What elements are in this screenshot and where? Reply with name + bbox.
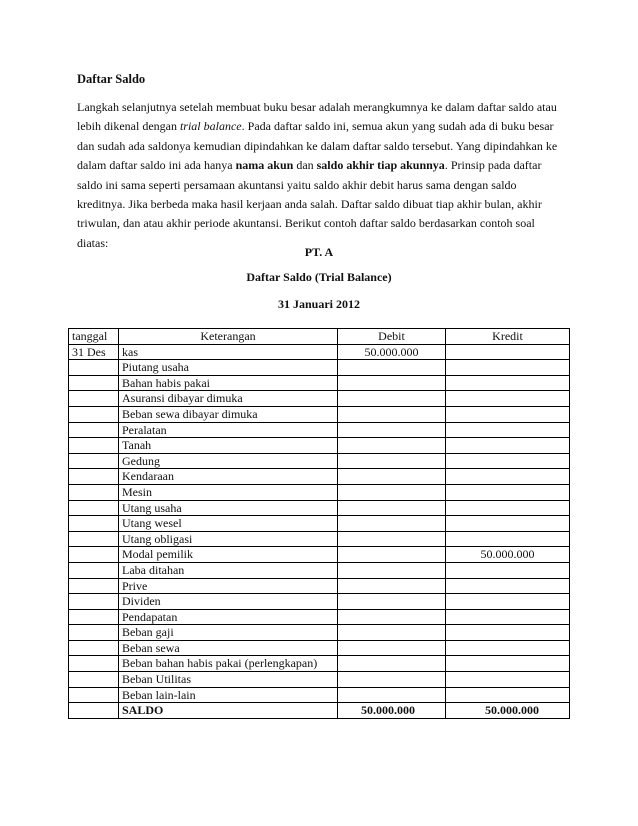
row-credit-cell [446, 453, 570, 469]
total-debit: 50.000.000 [338, 703, 446, 719]
row-description-cell: kas [119, 344, 338, 360]
row-date-cell [69, 640, 119, 656]
row-date-cell [69, 406, 119, 422]
row-description-cell: Dividen [119, 594, 338, 610]
report-title: Daftar Saldo (Trial Balance) [246, 270, 392, 284]
row-date-cell [69, 453, 119, 469]
row-credit-cell [446, 344, 570, 360]
row-description-cell: Utang wesel [119, 516, 338, 532]
paragraph-text-1: Langkah selanjutnya setelah membuat buku besar adalah merangkumnya ke dalam daftar saldo atau lebih dikenal dengan [77, 100, 557, 134]
table-row [69, 344, 570, 360]
paragraph-bold-term-2: saldo akhir tiap akunnya [316, 158, 445, 173]
row-date-cell [69, 438, 119, 454]
row-debit-cell [338, 500, 446, 516]
table-row [69, 687, 570, 703]
row-description-cell: Kendaraan [119, 469, 338, 485]
table-row [69, 406, 570, 422]
row-date-cell [69, 391, 119, 407]
row-credit-cell [446, 687, 570, 703]
row-description-cell: Beban lain-lain [119, 687, 338, 703]
total-row [69, 703, 570, 719]
row-credit-cell [446, 438, 570, 454]
row-debit-cell [338, 594, 446, 610]
row-description-cell: Peralatan [119, 422, 338, 438]
row-debit-cell [338, 453, 446, 469]
row-date-cell [69, 484, 119, 500]
row-credit-cell [446, 469, 570, 485]
table-row [69, 516, 570, 532]
row-debit-cell [338, 640, 446, 656]
row-debit-cell [338, 562, 446, 578]
row-credit-cell: 50.000.000 [446, 547, 570, 563]
paragraph-text-4: . Prinsip pada daftar saldo ini sama seperti persamaan akuntansi yaitu saldo akhir debit harus sama dengan saldo kreditnya. Jika berbeda maka hasil kerjaan anda salah. Daftar saldo dibuat tiap akhir bulan, akhir triwulan, dan atau akhir periode akuntansi. Berikut contoh daftar saldo berdasarkan contoh soal diatas: [77, 158, 542, 250]
row-date-cell [69, 609, 119, 625]
row-credit-cell [446, 391, 570, 407]
row-date-cell [69, 469, 119, 485]
total-date-cell [69, 703, 119, 719]
row-description-cell: Beban Utilitas [119, 672, 338, 688]
total-credit: 50.000.000 [446, 703, 570, 719]
row-description-cell: Utang usaha [119, 500, 338, 516]
row-credit-cell [446, 625, 570, 641]
table-row [69, 438, 570, 454]
row-description-cell: Gedung [119, 453, 338, 469]
table-row [69, 422, 570, 438]
row-debit-cell [338, 484, 446, 500]
header-date: tanggal [69, 329, 119, 345]
row-credit-cell [446, 516, 570, 532]
row-debit-cell [338, 375, 446, 391]
paragraph-italic-term: trial balance [179, 119, 242, 134]
row-debit-cell [338, 578, 446, 594]
table-row [69, 578, 570, 594]
table-row [69, 531, 570, 547]
row-debit-cell [338, 609, 446, 625]
table-row [69, 672, 570, 688]
row-credit-cell [446, 375, 570, 391]
row-description-cell: Beban gaji [119, 625, 338, 641]
row-credit-cell [446, 594, 570, 610]
row-date-cell [69, 375, 119, 391]
row-credit-cell [446, 562, 570, 578]
row-date-cell [69, 656, 119, 672]
row-debit-cell [338, 531, 446, 547]
table-row [69, 656, 570, 672]
table-row [69, 625, 570, 641]
row-date-cell [69, 360, 119, 376]
row-credit-cell [446, 640, 570, 656]
row-date-cell [69, 672, 119, 688]
row-description-cell: Tanah [119, 438, 338, 454]
row-debit-cell [338, 516, 446, 532]
row-debit-cell [338, 656, 446, 672]
row-description-cell: Beban bahan habis pakai (perlengkapan) [119, 656, 338, 672]
table-row [69, 375, 570, 391]
row-debit-cell [338, 438, 446, 454]
header-credit: Kredit [446, 329, 570, 345]
table-row [69, 609, 570, 625]
row-date-cell [69, 547, 119, 563]
table-row [69, 500, 570, 516]
row-date-cell [69, 516, 119, 532]
row-credit-cell [446, 422, 570, 438]
table-header-row [69, 329, 570, 345]
row-description-cell: Laba ditahan [119, 562, 338, 578]
section-heading: Daftar Saldo [77, 72, 146, 86]
row-date-cell [69, 500, 119, 516]
row-credit-cell [446, 656, 570, 672]
row-debit-cell [338, 672, 446, 688]
row-debit-cell: 50.000.000 [338, 344, 446, 360]
header-description: Keterangan [119, 329, 338, 345]
row-description-cell: Utang obligasi [119, 531, 338, 547]
row-description-cell: Modal pemilik [119, 547, 338, 563]
table-row [69, 562, 570, 578]
table-row [69, 391, 570, 407]
row-date-cell [69, 562, 119, 578]
table-row [69, 469, 570, 485]
header-debit: Debit [338, 329, 446, 345]
row-credit-cell [446, 672, 570, 688]
row-description-cell: Prive [119, 578, 338, 594]
row-credit-cell [446, 609, 570, 625]
row-credit-cell [446, 360, 570, 376]
row-description-cell: Asuransi dibayar dimuka [119, 391, 338, 407]
row-debit-cell [338, 406, 446, 422]
table-row [69, 594, 570, 610]
row-credit-cell [446, 531, 570, 547]
row-debit-cell [338, 687, 446, 703]
table-row [69, 484, 570, 500]
row-date-cell [69, 531, 119, 547]
paragraph-bold-term-1: nama akun [235, 158, 294, 173]
paragraph-text-2: . Pada daftar saldo ini, semua akun yang sudah ada di buku besar dan sudah ada saldonya kemudian dipindahkan ke dalam daftar saldo tersebut. Yang dipindahkan ke dalam daftar saldo ini ada hanya [77, 119, 558, 173]
row-description-cell: Mesin [119, 484, 338, 500]
row-date-cell [69, 578, 119, 594]
row-debit-cell [338, 625, 446, 641]
total-label: SALDO [119, 703, 338, 719]
table-row [69, 453, 570, 469]
row-debit-cell [338, 547, 446, 563]
row-description-cell: Pendapatan [119, 609, 338, 625]
row-debit-cell [338, 360, 446, 376]
row-description-cell: Bahan habis pakai [119, 375, 338, 391]
table-body [69, 344, 570, 703]
trial-balance-table [68, 328, 570, 719]
intro-paragraph [77, 98, 567, 253]
row-date-cell: 31 Des [69, 344, 119, 360]
paragraph-text-3: dan [293, 158, 317, 173]
table-row [69, 547, 570, 563]
row-description-cell: Beban sewa dibayar dimuka [119, 406, 338, 422]
row-credit-cell [446, 578, 570, 594]
row-debit-cell [338, 422, 446, 438]
row-date-cell [69, 422, 119, 438]
row-credit-cell [446, 484, 570, 500]
company-name: PT. A [304, 245, 334, 259]
row-description-cell: Piutang usaha [119, 360, 338, 376]
table-row [69, 640, 570, 656]
row-debit-cell [338, 391, 446, 407]
row-credit-cell [446, 500, 570, 516]
row-date-cell [69, 594, 119, 610]
row-credit-cell [446, 406, 570, 422]
row-description-cell: Beban sewa [119, 640, 338, 656]
row-debit-cell [338, 469, 446, 485]
row-date-cell [69, 625, 119, 641]
row-date-cell [69, 687, 119, 703]
report-date: 31 Januari 2012 [277, 297, 360, 311]
table-row [69, 360, 570, 376]
